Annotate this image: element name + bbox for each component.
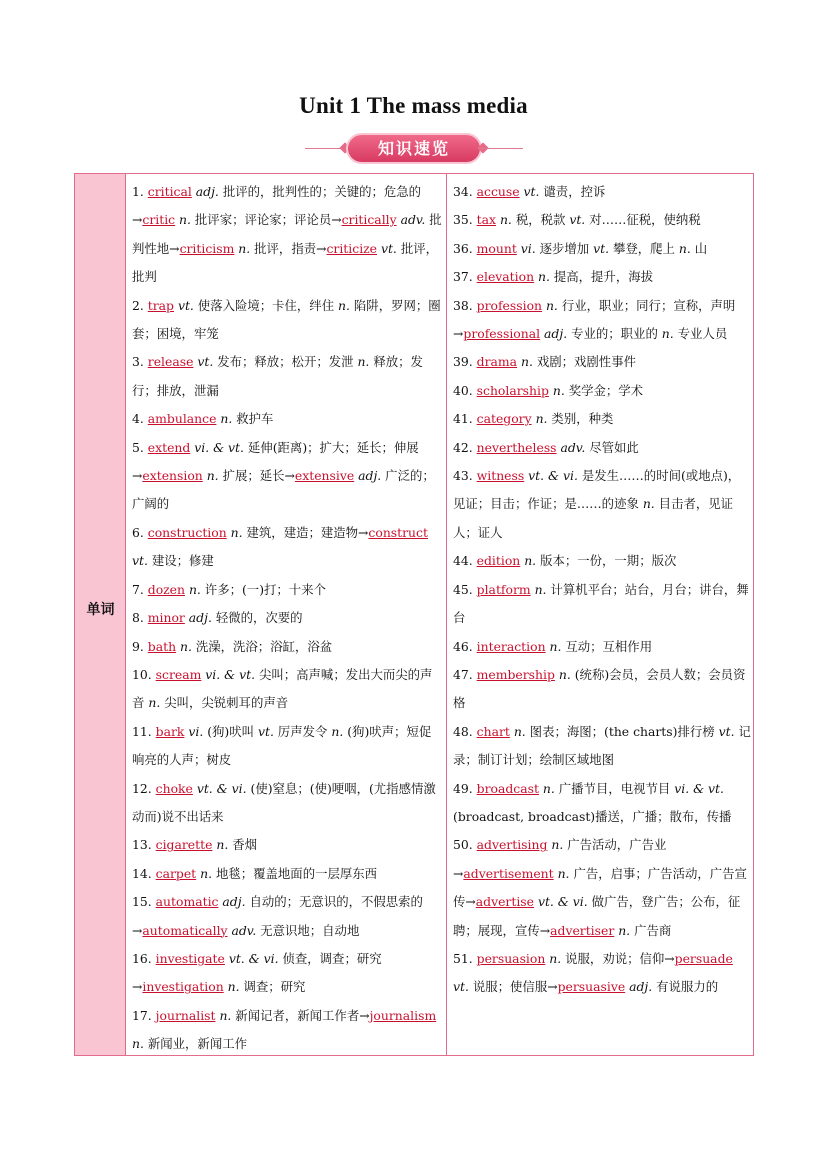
vocab-word: automatically [142,922,228,938]
definition-text: 10. [132,666,156,682]
vocab-entry [453,547,751,575]
definition-text: (broadcast, broadcast)播送，广播；散布，传播 [453,808,732,824]
part-of-speech: vt. & vi. [524,468,578,484]
part-of-speech: adj. [184,610,212,626]
vocab-word: critical [147,184,192,199]
part-of-speech: vt. [519,184,540,199]
definition-text: 尖叫；高声喊；发出大而尖的声音 [132,666,433,711]
vocab-word: category [476,411,532,427]
vocab-word: choke [155,780,193,796]
vocab-word: journalist [155,1007,216,1023]
definition-text: 侦查，调查；研究→ [132,950,382,995]
vocab-word: interaction [476,638,546,654]
part-of-speech: n. [530,581,547,597]
definition-text: 批评家；评论家；评论员→ [190,212,342,228]
definition-text: 扩展；延长→ [218,468,295,484]
part-of-speech: vt. [453,979,469,995]
vocab-entry [132,718,442,775]
vocab-entry [132,348,442,405]
vocab-word: journalism [369,1007,437,1023]
section-label: 单词 [86,602,115,618]
definition-text: 9. [132,638,148,654]
definition-text: 3. [132,354,148,370]
vocab-entry [453,462,751,547]
vocab-word: broadcast [476,780,539,796]
part-of-speech: n. [176,638,192,654]
definition-text: 36. [453,240,477,256]
banner-line-right [478,148,523,149]
definition-text: 山 [690,240,708,256]
vocab-entry [453,235,751,263]
definition-text: 戏剧；戏剧性事件 [532,354,636,370]
vocab-entry [453,661,751,718]
part-of-speech: adv. [396,212,426,228]
part-of-speech: n. [132,1036,144,1052]
definition-text: 发布；释放；松开；发泄 [213,354,358,370]
definition-text: 50. [453,837,477,853]
vocab-word: ambulance [147,411,217,427]
vocab-word: criticism [179,240,235,256]
vocab-entry [453,292,751,349]
vocab-word: elevation [476,269,535,285]
definition-text: 救护车 [232,411,274,427]
definition-text: 7. [132,581,148,597]
definition-text: 17. [132,1007,156,1023]
vocab-entry [453,434,751,462]
definition-text: 洗澡，洗浴；浴缸，浴盆 [191,638,333,654]
section-banner [305,135,523,163]
definition-text: 广告商 [630,922,672,938]
vocab-word: nevertheless [476,439,557,455]
vocab-word: construction [147,524,227,540]
part-of-speech: vi. & vt. [190,439,244,455]
vocab-word: professional [463,326,541,342]
vocab-entry [132,519,442,576]
definition-text: 49. [453,780,477,796]
part-of-speech: vi. & vt. [674,780,724,796]
definition-text: 47. [453,666,477,682]
vocab-word: chart [476,723,510,739]
part-of-speech: vt. [132,553,148,569]
vocab-word: release [147,354,194,370]
definition-text: 45. [453,581,477,597]
definition-text: 奖学金；学术 [564,382,644,398]
definition-text: 46. [453,638,477,654]
vocab-word: mount [476,240,517,256]
part-of-speech: n. [531,411,548,427]
definition-text: (使)窒息；(使)哽咽，(尤指感情激动而)说不出话来 [132,780,436,824]
vocab-entry [132,576,442,604]
definition-text: 自动的；无意识的，不假思索的→ [132,894,423,938]
vocab-entry [453,348,751,376]
definition-text: 5. [132,439,148,455]
vocab-entry [132,405,442,433]
part-of-speech: n. [520,553,537,569]
definition-text: 批评的，批判性的；关键的；危急的→ [132,184,422,228]
part-of-speech: n. [357,354,370,370]
definition-text: 厉声发令 [273,723,332,739]
definition-text: 广告活动，广告业→ [453,837,667,881]
vocab-word: carpet [155,865,197,881]
definition-text: 38. [453,297,477,313]
part-of-speech: vi. [516,240,536,256]
definition-text: 对……征税，使纳税 [585,212,701,228]
vocab-entry [132,775,442,832]
part-of-speech: n. [553,865,570,881]
definition-text: (狗)吠声；短促响亮的人声；树皮 [132,723,432,768]
definition-text: 48. [453,723,477,739]
left-vocab-column [132,178,442,1059]
part-of-speech: adv. [227,922,257,938]
vocab-word: construct [368,524,428,540]
definition-text: 42. [453,439,477,455]
vocab-word: persuasion [476,950,546,966]
definition-text: 建筑，建造；建造物→ [242,524,369,540]
definition-text: 使落入险境；卡住，绊住 [193,297,339,313]
definition-text: 15. [132,894,156,910]
vocab-word: scholarship [476,382,549,398]
definition-text: (统称)会员，会员人数；会员资格 [453,666,746,711]
definition-text: 尖叫，尖锐刺耳的声音 [160,695,289,711]
part-of-speech: n. [331,723,344,739]
vocab-entry [132,661,442,718]
vocab-entry [132,604,442,632]
definition-text: 广告，启事；广告活动，广告宣传→ [453,865,747,910]
vocab-entry [132,945,442,1002]
definition-text: 39. [453,354,477,370]
definition-text: 说服；使信服→ [468,979,558,995]
vocabulary-table [74,173,754,1056]
part-of-speech: vt. [193,354,214,370]
definition-text: 批评，指责→ [250,240,327,256]
part-of-speech: n. [517,354,533,370]
definition-text: 4. [132,411,148,427]
part-of-speech: vt. & vi. [192,780,247,796]
part-of-speech: n. [661,326,674,342]
definition-text: 44. [453,553,477,569]
vocab-word: tax [476,212,497,228]
part-of-speech: n. [234,240,251,256]
part-of-speech: n. [548,382,565,398]
part-of-speech: adj. [354,468,382,484]
vocab-word: advertiser [550,922,615,938]
vocab-word: investigation [142,979,224,995]
vocab-entry [453,405,751,433]
definition-text: 6. [132,524,148,540]
vocab-word: bark [155,723,185,739]
definition-text: 目击者，见证人；证人 [453,496,734,540]
vocab-entry [453,775,751,832]
vocab-word: advertise [475,894,534,910]
part-of-speech: n. [175,212,191,228]
part-of-speech: vi. [184,723,204,739]
vocab-entry [453,831,751,945]
part-of-speech: adj. [191,184,219,199]
definition-text: 41. [453,411,477,427]
part-of-speech: n. [545,950,562,966]
section-label-cell [75,174,126,1055]
part-of-speech: n. [148,695,161,711]
vocab-entry [453,633,751,661]
vocab-word: extensive [294,468,355,484]
vocab-word: accuse [476,184,520,199]
part-of-speech: n. [223,979,240,995]
part-of-speech: n. [678,240,691,256]
vocab-entry [453,263,751,291]
vocab-entry [453,377,751,405]
part-of-speech: n. [226,524,243,540]
part-of-speech: n. [554,666,571,682]
definition-text: 11. [132,723,156,739]
part-of-speech: vt. [569,212,586,228]
definition-text: 新闻记者，新闻工作者→ [231,1007,370,1023]
definition-text: 互动；互相作用 [561,638,653,654]
part-of-speech: n. [534,269,550,285]
part-of-speech: n. [216,411,233,427]
definition-text: 专业的；职业的 [567,326,662,342]
vocab-word: extend [147,439,191,455]
part-of-speech: n. [542,297,558,313]
definition-text: 建设；修建 [147,553,214,569]
vocab-entry [132,860,442,888]
definition-text: 无意识地；自动地 [256,922,360,938]
definition-text: 版本；一份，一期；版次 [536,553,677,569]
definition-text: 做广告，登广告；公布，征聘；展现，宣传→ [453,894,741,938]
vocab-entry [453,206,751,234]
definition-text: 37. [453,269,477,285]
definition-text: 地毯；覆盖地面的一层厚东西 [212,865,378,881]
definition-text: 类别，种类 [547,411,614,427]
vocab-entry [132,888,442,945]
page-title: Unit 1 The mass media [299,93,528,118]
part-of-speech: vt. [377,240,397,256]
vocab-word: persuade [674,950,733,966]
part-of-speech: n. [215,1007,232,1023]
definition-text: 广播节目，电视节目 [554,780,675,796]
part-of-speech: vt. & vi. [534,894,588,910]
definition-text: 8. [132,610,148,626]
right-vocab-column [453,178,751,1002]
definition-text: 延伸(距离)；扩大；延长；伸展→ [132,439,419,484]
part-of-speech: adj. [625,979,653,995]
vocab-word: profession [476,297,543,313]
definition-text: 12. [132,780,156,796]
vocab-word: scream [155,666,202,682]
definition-text: 13. [132,837,156,853]
definition-text: 陷阱，罗网；圈套；困境，牢笼 [132,297,441,342]
part-of-speech: n. [496,212,512,228]
part-of-speech: vt. [593,240,610,256]
vocab-word: trap [147,297,174,313]
definition-text: 有说服力的 [652,979,719,995]
vocab-word: drama [476,354,518,370]
definition-text: 51. [453,950,477,966]
part-of-speech: vi. & vt. [201,666,256,682]
vocab-word: advertising [476,837,548,853]
vocab-word: critic [142,212,176,228]
vocab-entry [132,434,442,519]
vocab-word: witness [476,468,525,484]
definition-text: 说服，劝说；信仰→ [561,950,675,966]
definition-text: (狗)吠叫 [203,723,258,739]
definition-text: 调查；研究 [239,979,306,995]
part-of-speech: n. [642,496,655,512]
part-of-speech: n. [185,581,201,597]
vocab-word: automatic [155,894,219,910]
vocab-entry [453,945,751,1002]
vocab-entry [453,576,751,633]
definition-text: 图表；海图；(the charts)排行榜 [525,723,719,739]
vocab-entry [453,178,751,206]
definition-text: 16. [132,950,156,966]
column-divider [446,174,447,1055]
part-of-speech: n. [547,837,564,853]
vocab-entry [132,1002,442,1059]
definition-text: 专业人员 [673,326,728,342]
part-of-speech: vt. [174,297,194,313]
definition-text: 记录；制订计划；绘制区域地图 [453,723,751,768]
definition-text: 43. [453,468,477,484]
part-of-speech: adj. [218,894,246,910]
part-of-speech: n. [538,780,555,796]
vocab-entry [132,633,442,661]
definition-text: 尽管如此 [585,439,639,455]
vocab-word: edition [476,553,521,569]
definition-text: 释放；发行；排放，泄漏 [132,354,423,398]
vocab-word: criticize [326,240,378,256]
vocab-word: platform [476,581,531,597]
definition-text: 新闻业，新闻工作 [143,1036,247,1052]
definition-text: 提高，提升，海拔 [549,269,653,285]
definition-text: 谴责，控诉 [539,184,606,199]
definition-text: 是发生……的时间(或地点)，见证；目击；作证；是……的迹象 [453,468,741,512]
part-of-speech: n. [202,468,219,484]
part-of-speech: n. [338,297,350,313]
part-of-speech: vt. [257,723,274,739]
definition-text: 2. [132,297,148,313]
vocab-entry [453,718,751,775]
part-of-speech: adj. [540,326,568,342]
definition-text: 34. [453,184,477,199]
vocab-entry [132,178,442,292]
part-of-speech: n. [614,922,631,938]
vocab-word: minor [147,610,185,626]
definition-text: 香烟 [228,837,258,853]
vocab-word: cigarette [155,837,213,853]
definition-text: 35. [453,212,477,228]
vocab-word: advertisement [463,865,554,881]
vocab-word: dozen [147,581,185,597]
vocab-word: investigate [155,950,225,966]
definition-text: 行业，职业；同行；宣称，声明→ [453,297,736,342]
vocab-word: extension [142,468,203,484]
part-of-speech: vt. [718,723,735,739]
definition-text: 广泛的；广阔的 [132,468,435,512]
definition-text: 税，税款 [511,212,570,228]
vocab-word: critically [341,212,397,228]
vocab-word: membership [476,666,555,682]
definition-text: 许多；(一)打；十来个 [200,581,326,597]
part-of-speech: adv. [556,439,586,455]
banner-label: 知识速览 [348,135,480,162]
definition-text: 逐步增加 [535,240,594,256]
part-of-speech: n. [545,638,562,654]
definition-text: 1. [132,184,148,199]
vocab-entry [132,292,442,349]
definition-text: 计算机平台；站台，月台；讲台，舞台 [453,581,749,626]
definition-text: 批评，批判 [132,240,438,285]
definition-text: 批判性地→ [132,212,442,256]
part-of-speech: n. [196,865,213,881]
vocab-word: persuasive [557,979,626,995]
definition-text: 40. [453,382,477,398]
vocab-word: bath [147,638,177,654]
vocab-entry [132,831,442,859]
definition-text: 14. [132,865,156,881]
definition-text: 攀登，爬上 [609,240,679,256]
part-of-speech: vt. & vi. [224,950,279,966]
definition-text: 轻微的，次要的 [211,610,303,626]
part-of-speech: n. [509,723,526,739]
part-of-speech: n. [212,837,229,853]
